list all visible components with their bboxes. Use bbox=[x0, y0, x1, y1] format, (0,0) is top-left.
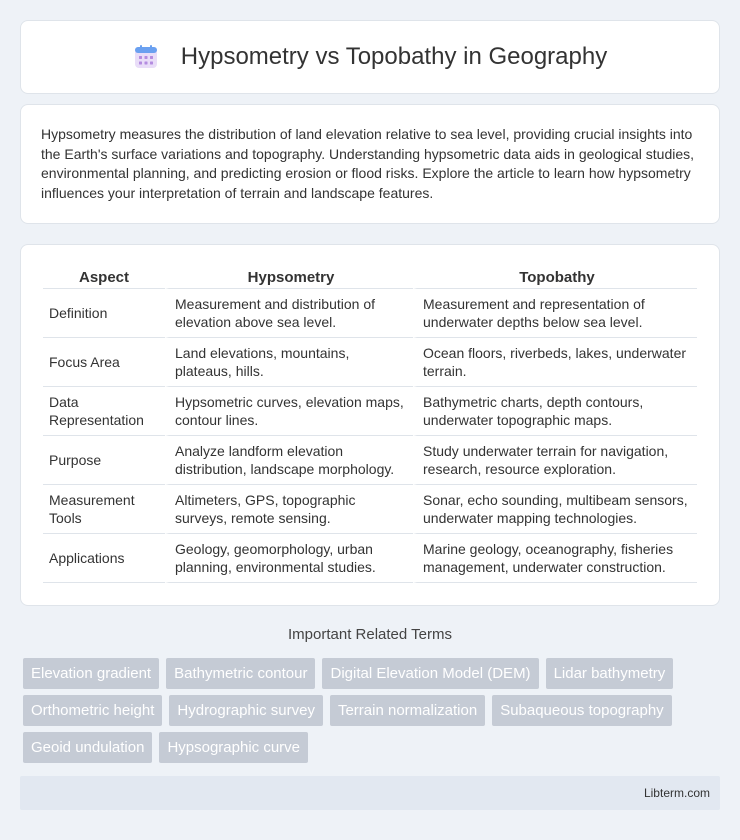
header-topobathy: Topobathy bbox=[413, 263, 697, 289]
table-cell-hypsometry: Hypsometric curves, elevation maps, contour lines. bbox=[165, 387, 413, 436]
header-aspect: Aspect bbox=[43, 263, 165, 289]
comparison-table-card bbox=[20, 244, 720, 606]
table-cell-aspect: Data Representation bbox=[43, 387, 165, 436]
related-term-tag[interactable]: Digital Elevation Model (DEM) bbox=[322, 658, 538, 689]
table-row bbox=[43, 338, 697, 387]
related-term-tag[interactable]: Geoid undulation bbox=[23, 732, 152, 763]
table-cell-topobathy: Measurement and representation of underwater depths below sea level. bbox=[413, 289, 697, 338]
footer bbox=[20, 776, 720, 810]
related-term-tag[interactable]: Elevation gradient bbox=[23, 658, 159, 689]
related-term-tag[interactable]: Lidar bathymetry bbox=[546, 658, 674, 689]
table-cell-hypsometry: Measurement and distribution of elevation above sea level. bbox=[165, 289, 413, 338]
related-term-tag[interactable]: Hydrographic survey bbox=[169, 695, 323, 726]
related-term-tag[interactable]: Orthometric height bbox=[23, 695, 162, 726]
table-row bbox=[43, 436, 697, 485]
table-cell-aspect: Focus Area bbox=[43, 338, 165, 387]
table-cell-topobathy: Sonar, echo sounding, multibeam sensors, underwater mapping technologies. bbox=[413, 485, 697, 534]
table-cell-hypsometry: Land elevations, mountains, plateaus, hills. bbox=[165, 338, 413, 387]
intro-card bbox=[20, 104, 720, 224]
table-cell-topobathy: Marine geology, oceanography, fisheries management, underwater construction. bbox=[413, 534, 697, 583]
table-cell-aspect: Measurement Tools bbox=[43, 485, 165, 534]
table-row bbox=[43, 289, 697, 338]
footer-site-link[interactable]: Libterm.com bbox=[643, 786, 710, 800]
intro-paragraph: Hypsometry measures the distribution of land elevation relative to sea level, providing crucial insights into the Earth's surface variations and topography. Understanding hypsometric data aids in geological studies, environmental planning, and predicting erosion or flood risks. Explore the article to learn how hypsometry influences your interpretation of terrain and landscape features. bbox=[41, 126, 695, 201]
related-term-tag[interactable]: Bathymetric contour bbox=[166, 658, 315, 689]
table-cell-hypsometry: Altimeters, GPS, topographic surveys, remote sensing. bbox=[165, 485, 413, 534]
table-cell-topobathy: Study underwater terrain for navigation, research, resource exploration. bbox=[413, 436, 697, 485]
comparison-table bbox=[43, 263, 697, 583]
table-cell-hypsometry: Analyze landform elevation distribution, landscape morphology. bbox=[165, 436, 413, 485]
table-row bbox=[43, 485, 697, 534]
related-term-tag[interactable]: Subaqueous topography bbox=[492, 695, 671, 726]
table-cell-aspect: Definition bbox=[43, 289, 165, 338]
related-term-tag[interactable]: Terrain normalization bbox=[330, 695, 485, 726]
table-cell-topobathy: Bathymetric charts, depth contours, underwater topographic maps. bbox=[413, 387, 697, 436]
related-terms-list bbox=[23, 658, 723, 769]
header-hypsometry: Hypsometry bbox=[165, 263, 413, 289]
related-term-tag[interactable]: Hypsographic curve bbox=[159, 732, 308, 763]
related-terms-title: Important Related Terms bbox=[288, 626, 452, 643]
title-card bbox=[20, 20, 720, 94]
page-title: Hypsometry vs Topobathy in Geography bbox=[180, 43, 608, 70]
calendar-icon bbox=[133, 44, 159, 70]
table-header-row bbox=[43, 263, 697, 289]
table-cell-hypsometry: Geology, geomorphology, urban planning, environmental studies. bbox=[165, 534, 413, 583]
table-cell-aspect: Applications bbox=[43, 534, 165, 583]
table-row bbox=[43, 387, 697, 436]
table-cell-topobathy: Ocean floors, riverbeds, lakes, underwater terrain. bbox=[413, 338, 697, 387]
table-row bbox=[43, 534, 697, 583]
table-cell-aspect: Purpose bbox=[43, 436, 165, 485]
